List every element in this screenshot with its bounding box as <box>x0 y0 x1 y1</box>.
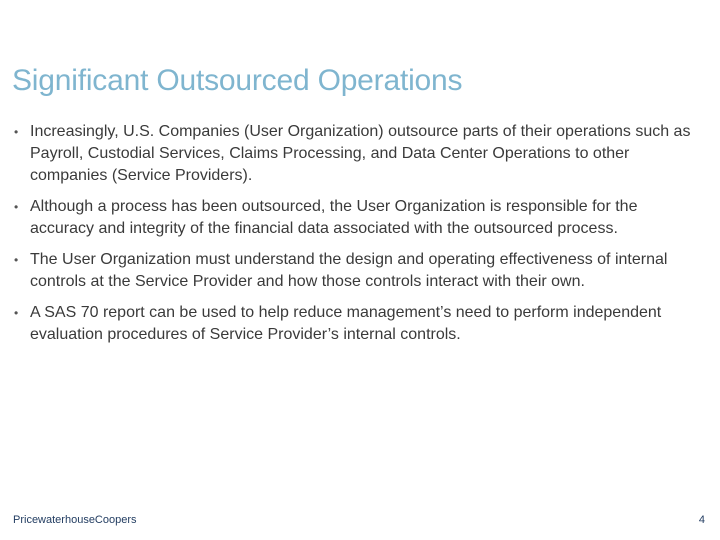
bullet-text: The User Organization must understand the design and operating effectiveness of internal controls at the Service Provider and how those controls interact with their own. <box>30 251 668 290</box>
bullet-item <box>12 121 700 187</box>
bullet-text: Although a process has been outsourced, the User Organization is responsible for the accuracy and integrity of the financial data associated with the outsourced process. <box>30 198 638 237</box>
footer-company: PricewaterhouseCoopers <box>13 514 137 526</box>
bullet-item <box>12 196 700 240</box>
bullet-marker: • <box>14 306 19 320</box>
bullet-list <box>12 121 700 355</box>
bullet-marker: • <box>14 125 19 139</box>
bullet-text: A SAS 70 report can be used to help reduce management’s need to perform independent evaluation procedures of Service Provider’s internal controls. <box>30 304 662 343</box>
page-number: 4 <box>698 514 705 526</box>
slide-title: Significant Outsourced Operations <box>12 64 463 97</box>
bullet-marker: • <box>14 253 19 267</box>
bullet-marker: • <box>14 200 19 214</box>
bullet-item <box>12 302 700 346</box>
bullet-item <box>12 249 700 293</box>
bullet-text: Increasingly, U.S. Companies (User Organization) outsource parts of their operations such as Payroll, Custodial Services, Claims Processing, and Data Center Operations to other companies (Service Providers). <box>30 123 691 184</box>
